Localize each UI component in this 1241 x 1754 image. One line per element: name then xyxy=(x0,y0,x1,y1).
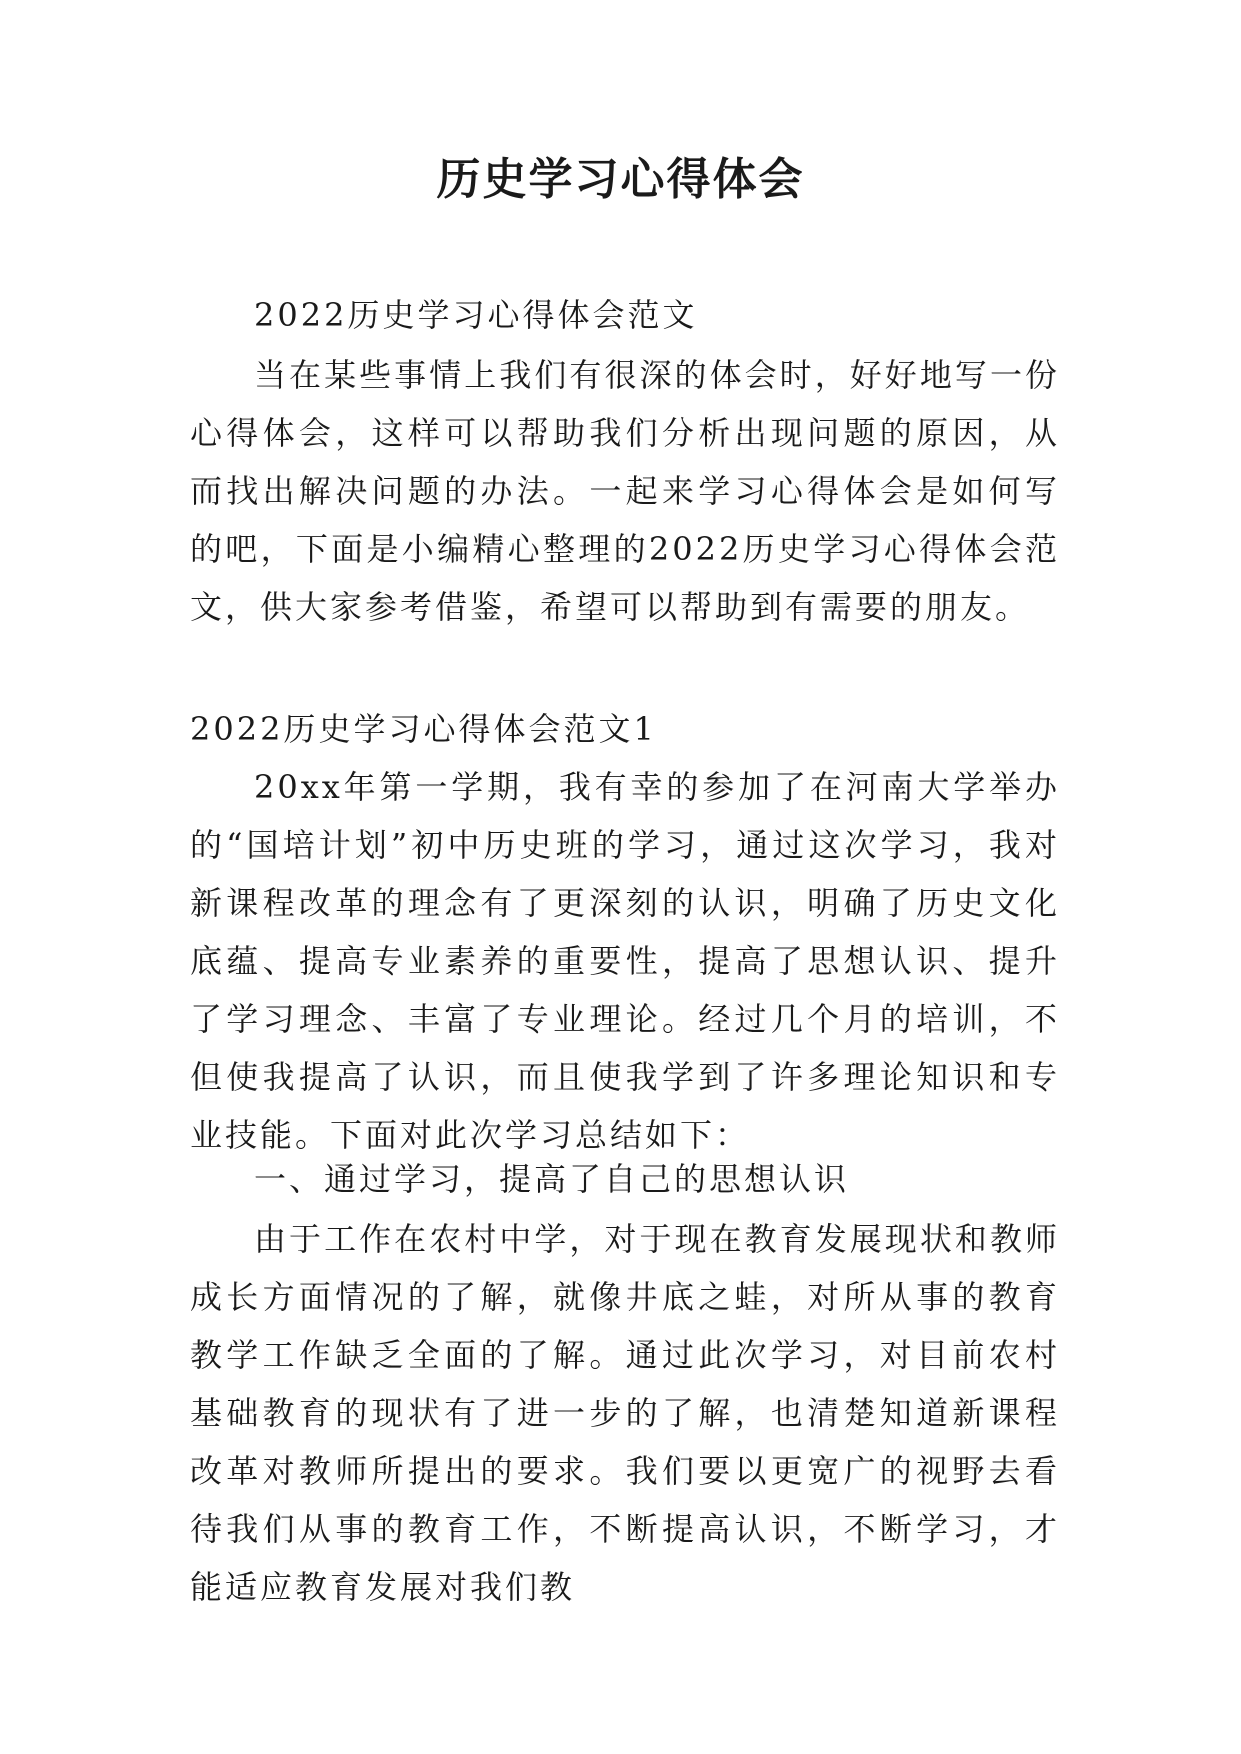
page-title: 历史学习心得体会 xyxy=(436,154,805,205)
body-paragraph-1: 20xx年第一学期，我有幸的参加了在河南大学举办的“国培计划”初中历史班的学习，通过这次学习，我对新课程改革的理念有了更深刻的认识，明确了历史文化底蕴、提高专业素养的重要性，提高了思想认识、提升了学习理念、丰富了专业理论。经过几个月的培训，不但使我提高了认识，而且使我学到了许多理论知识和专业技能。下面对此次学习总结如下： xyxy=(190,768,1060,1154)
intro-paragraph: 当在某些事情上我们有很深的体会时，好好地写一份心得体会，这样可以帮助我们分析出现问题的原因，从而找出解决问题的办法。一起来学习心得体会是如何写的吧，下面是小编精心整理的2022历史学习心得体会范文，供大家参考借鉴，希望可以帮助到有需要的朋友。 xyxy=(190,356,1060,626)
body-paragraph-2: 由于工作在农村中学，对于现在教育发展现状和教师成长方面情况的了解，就像井底之蛙，对所从事的教育教学工作缺乏全面的了解。通过此次学习，对目前农村基础教育的现状有了进一步的了解，也清楚知道新课程改革对教师所提出的要求。我们要以更宽广的视野去看待我们从事的教育工作，不断提高认识，不断学习，才能适应教育发展对我们教 xyxy=(190,1220,1060,1606)
point-heading-1: 一、通过学习，提高了自己的思想认识 xyxy=(254,1160,850,1198)
document-subtitle: 2022历史学习心得体会范文 xyxy=(254,296,698,334)
section-heading: 2022历史学习心得体会范文1 xyxy=(190,710,657,748)
